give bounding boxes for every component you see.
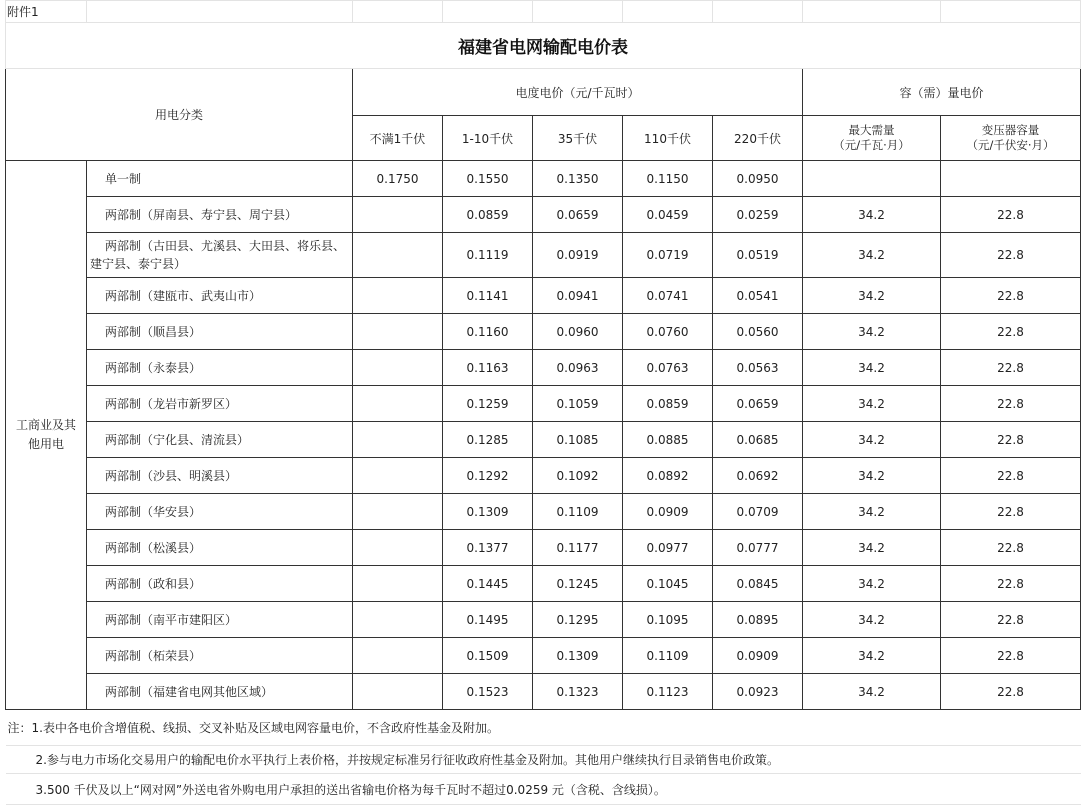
energy-price-cell: 0.0692 (713, 458, 803, 494)
voltage-header: 35千伏 (533, 116, 623, 161)
note: 3.500 千伏及以上“网对网”外送电省外购电用户承担的送出省输电价格为每千瓦时不超过0.0259 元（含税、含线损）。 (6, 774, 1081, 805)
energy-price-cell: 0.0950 (713, 161, 803, 197)
energy-price-cell: 0.1123 (623, 674, 713, 710)
energy-price-cell: 0.1309 (533, 638, 623, 674)
voltage-header: 220千伏 (713, 116, 803, 161)
max-demand-cell: 34.2 (803, 566, 941, 602)
max-demand-cell: 34.2 (803, 530, 941, 566)
energy-price-cell (353, 494, 443, 530)
row-name: 两部制（顺昌县） (87, 314, 353, 350)
voltage-header: 不满1千伏 (353, 116, 443, 161)
row-name: 两部制（柘荣县） (87, 638, 353, 674)
energy-price-cell: 0.1377 (443, 530, 533, 566)
energy-price-cell: 0.0977 (623, 530, 713, 566)
energy-price-cell: 0.1350 (533, 161, 623, 197)
transformer-cell: 22.8 (941, 566, 1081, 602)
transformer-cell: 22.8 (941, 674, 1081, 710)
energy-price-cell: 0.1323 (533, 674, 623, 710)
attachment-label: 附件1 (6, 1, 87, 23)
energy-price-cell: 0.0709 (713, 494, 803, 530)
transformer-cell: 22.8 (941, 314, 1081, 350)
max-demand-header: 最大需量 （元/千瓦·月） (803, 116, 941, 161)
energy-price-cell: 0.0859 (623, 386, 713, 422)
table-row (6, 566, 1081, 602)
energy-price-cell: 0.0685 (713, 422, 803, 458)
energy-price-cell: 0.1141 (443, 278, 533, 314)
transformer-cell: 22.8 (941, 350, 1081, 386)
energy-price-cell: 0.0859 (443, 197, 533, 233)
energy-price-cell: 0.0563 (713, 350, 803, 386)
max-demand-cell: 34.2 (803, 314, 941, 350)
energy-price-cell: 0.1295 (533, 602, 623, 638)
energy-price-cell (353, 197, 443, 233)
max-demand-cell: 34.2 (803, 422, 941, 458)
table-row (6, 494, 1081, 530)
row-name: 两部制（华安县） (87, 494, 353, 530)
max-demand-cell: 34.2 (803, 638, 941, 674)
energy-price-cell: 0.0560 (713, 314, 803, 350)
energy-price-cell: 0.0963 (533, 350, 623, 386)
energy-price-cell (353, 602, 443, 638)
row-name: 两部制（松溪县） (87, 530, 353, 566)
energy-price-cell: 0.1150 (623, 161, 713, 197)
energy-price-cell: 0.0885 (623, 422, 713, 458)
energy-price-cell: 0.0541 (713, 278, 803, 314)
energy-price-cell: 0.0259 (713, 197, 803, 233)
group-label: 工商业及其他用电 (6, 161, 87, 710)
energy-price-cell (353, 422, 443, 458)
energy-price-cell: 0.0763 (623, 350, 713, 386)
row-name: 两部制（宁化县、清流县） (87, 422, 353, 458)
transformer-cell: 22.8 (941, 494, 1081, 530)
row-name: 两部制（永泰县） (87, 350, 353, 386)
energy-price-cell: 0.0919 (533, 233, 623, 278)
energy-price-cell: 0.0909 (713, 638, 803, 674)
transformer-cell: 22.8 (941, 197, 1081, 233)
energy-price-cell: 0.0892 (623, 458, 713, 494)
transformer-cell: 22.8 (941, 233, 1081, 278)
row-name: 两部制（屏南县、寿宁县、周宁县） (87, 197, 353, 233)
energy-price-cell: 0.1095 (623, 602, 713, 638)
energy-price-cell: 0.1245 (533, 566, 623, 602)
transformer-cell: 22.8 (941, 638, 1081, 674)
table-row (6, 674, 1081, 710)
note: 2.参与电力市场化交易用户的输配电价水平执行上表价格，并按规定标准另行征收政府性基金及附加。其他用户继续执行目录销售电价政策。 (6, 746, 1081, 774)
max-demand-cell: 34.2 (803, 197, 941, 233)
energy-price-cell: 0.1285 (443, 422, 533, 458)
note: 注：1.表中各电价含增值税、线损、交叉补贴及区域电网容量电价，不含政府性基金及附加。 (6, 710, 1081, 746)
energy-price-cell: 0.1109 (533, 494, 623, 530)
max-demand-cell: 34.2 (803, 233, 941, 278)
transformer-cell: 22.8 (941, 422, 1081, 458)
energy-price-cell: 0.1177 (533, 530, 623, 566)
energy-price-cell (353, 530, 443, 566)
max-demand-cell: 34.2 (803, 278, 941, 314)
transformer-cell: 22.8 (941, 386, 1081, 422)
table-row (6, 233, 1081, 278)
energy-price-cell: 0.1523 (443, 674, 533, 710)
transformer-cell: 22.8 (941, 602, 1081, 638)
energy-price-cell: 0.0960 (533, 314, 623, 350)
max-demand-cell: 34.2 (803, 674, 941, 710)
row-name: 两部制（沙县、明溪县） (87, 458, 353, 494)
energy-price-cell: 0.1109 (623, 638, 713, 674)
energy-price-cell: 0.1045 (623, 566, 713, 602)
transformer-cell: 22.8 (941, 278, 1081, 314)
max-demand-cell: 34.2 (803, 602, 941, 638)
row-name: 两部制（福建省电网其他区域） (87, 674, 353, 710)
energy-price-cell: 0.1750 (353, 161, 443, 197)
table-row (6, 314, 1081, 350)
energy-price-cell: 0.0719 (623, 233, 713, 278)
table-row (6, 422, 1081, 458)
capacity-price-header: 容（需）量电价 (803, 69, 1081, 116)
energy-price-cell (353, 386, 443, 422)
price-table (5, 0, 1081, 805)
transformer-cell (941, 161, 1081, 197)
row-name: 两部制（龙岩市新罗区） (87, 386, 353, 422)
energy-price-cell (353, 233, 443, 278)
energy-price-cell: 0.0741 (623, 278, 713, 314)
voltage-header: 110千伏 (623, 116, 713, 161)
max-demand-cell: 34.2 (803, 350, 941, 386)
energy-price-header: 电度电价（元/千瓦时） (353, 69, 803, 116)
max-demand-cell: 34.2 (803, 386, 941, 422)
row-name: 两部制（政和县） (87, 566, 353, 602)
energy-price-cell: 0.1550 (443, 161, 533, 197)
transformer-cell: 22.8 (941, 458, 1081, 494)
energy-price-cell: 0.0659 (713, 386, 803, 422)
energy-price-cell: 0.0459 (623, 197, 713, 233)
energy-price-cell: 0.1259 (443, 386, 533, 422)
energy-price-cell: 0.1309 (443, 494, 533, 530)
energy-price-cell (353, 278, 443, 314)
energy-price-cell: 0.1059 (533, 386, 623, 422)
energy-price-cell (353, 458, 443, 494)
max-demand-cell: 34.2 (803, 494, 941, 530)
table-row (6, 197, 1081, 233)
energy-price-cell (353, 314, 443, 350)
energy-price-cell: 0.1160 (443, 314, 533, 350)
page-title: 福建省电网输配电价表 (6, 23, 1081, 69)
table-row (6, 638, 1081, 674)
energy-price-cell: 0.0760 (623, 314, 713, 350)
energy-price-cell: 0.1445 (443, 566, 533, 602)
energy-price-cell (353, 674, 443, 710)
energy-price-cell (353, 638, 443, 674)
energy-price-cell: 0.1085 (533, 422, 623, 458)
energy-price-cell: 0.0777 (713, 530, 803, 566)
table-row (6, 161, 1081, 197)
energy-price-cell: 0.1092 (533, 458, 623, 494)
energy-price-cell: 0.1163 (443, 350, 533, 386)
table-row (6, 350, 1081, 386)
table-row (6, 458, 1081, 494)
energy-price-cell: 0.0659 (533, 197, 623, 233)
energy-price-cell: 0.1495 (443, 602, 533, 638)
row-name: 两部制（古田县、尤溪县、大田县、将乐县、建宁县、泰宁县） (87, 233, 353, 278)
energy-price-cell: 0.0923 (713, 674, 803, 710)
energy-price-cell: 0.0519 (713, 233, 803, 278)
table-row (6, 278, 1081, 314)
energy-price-cell (353, 566, 443, 602)
max-demand-cell: 34.2 (803, 458, 941, 494)
energy-price-cell: 0.0895 (713, 602, 803, 638)
energy-price-cell: 0.0909 (623, 494, 713, 530)
energy-price-cell: 0.0941 (533, 278, 623, 314)
table-row (6, 602, 1081, 638)
energy-price-cell: 0.0845 (713, 566, 803, 602)
energy-price-cell: 0.1509 (443, 638, 533, 674)
energy-price-cell: 0.1292 (443, 458, 533, 494)
transformer-cell: 22.8 (941, 530, 1081, 566)
voltage-header: 1-10千伏 (443, 116, 533, 161)
row-name: 两部制（建瓯市、武夷山市） (87, 278, 353, 314)
max-demand-cell (803, 161, 941, 197)
table-row (6, 386, 1081, 422)
row-name: 两部制（南平市建阳区） (87, 602, 353, 638)
category-header: 用电分类 (6, 69, 353, 161)
energy-price-cell (353, 350, 443, 386)
energy-price-cell: 0.1119 (443, 233, 533, 278)
transformer-header: 变压器容量 （元/千伏安·月） (941, 116, 1081, 161)
table-row (6, 530, 1081, 566)
row-name: 单一制 (87, 161, 353, 197)
